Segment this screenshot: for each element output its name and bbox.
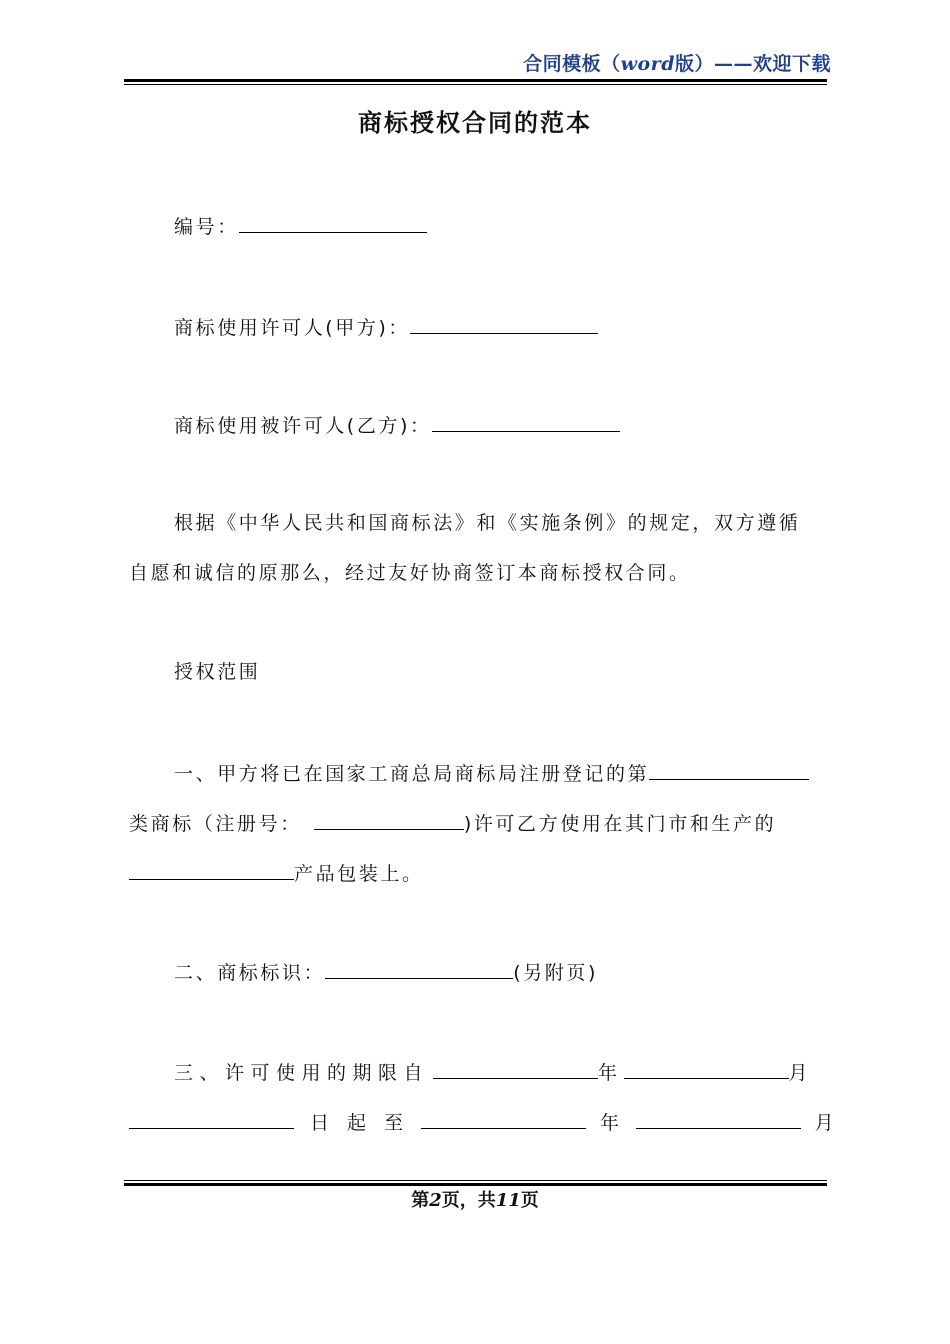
- clause1-text-2a: 类商标（注册号：: [129, 813, 302, 835]
- start-day-blank[interactable]: [129, 1108, 294, 1129]
- clause1-text-2b: )许可乙方使用在其门市和生产的: [463, 813, 777, 835]
- clause3-month-2: 月: [814, 1112, 837, 1134]
- number-field: [174, 212, 427, 239]
- clause1-line-2: [129, 809, 776, 836]
- start-year-blank[interactable]: [433, 1058, 598, 1079]
- clause3-year-2: 年: [600, 1112, 622, 1134]
- licensor-label: 商标使用许可人(甲方)：: [174, 317, 411, 339]
- clause2-suffix: (另附页): [513, 962, 599, 984]
- start-month-blank[interactable]: [624, 1058, 789, 1079]
- product-blank[interactable]: [129, 859, 294, 880]
- class-number-blank[interactable]: [649, 759, 809, 780]
- header-word: word: [620, 53, 675, 75]
- licensee-blank[interactable]: [432, 411, 620, 432]
- clause1-line-1: [174, 759, 809, 786]
- clause2-line: [174, 958, 598, 985]
- trademark-mark-blank[interactable]: [325, 958, 513, 979]
- clause3-month-1: 月: [788, 1062, 815, 1084]
- licensor-field: [174, 313, 598, 340]
- clause2-label: 二、商标标识：: [174, 962, 326, 984]
- licensee-field: [174, 411, 620, 438]
- header-prefix: 合同模板（: [523, 53, 621, 75]
- clause3-line-1: [174, 1058, 814, 1085]
- intro-line-2: 自愿和诚信的原那么，经过友好协商签订本商标授权合同。: [129, 562, 691, 584]
- header-rule-thick: [124, 79, 827, 82]
- document-title: 商标授权合同的范本: [358, 108, 592, 137]
- end-year-blank[interactable]: [421, 1108, 586, 1129]
- number-label: 编号：: [174, 216, 239, 238]
- clause3-year-1: 年: [598, 1062, 624, 1084]
- header-rule-thin: [124, 84, 827, 85]
- number-blank[interactable]: [239, 212, 427, 233]
- current-page: 2: [429, 1190, 442, 1211]
- licensee-label: 商标使用被许可人(乙方)：: [174, 415, 432, 437]
- header-banner: [523, 49, 831, 76]
- header-suffix: 版）——欢迎下载: [674, 53, 831, 75]
- intro-line-1: 根据《中华人民共和国商标法》和《实施条例》的规定，双方遵循: [174, 512, 801, 534]
- licensor-blank[interactable]: [410, 313, 598, 334]
- clause1-line-3: [129, 859, 424, 886]
- clause3-text-1: 三、许可使用的期限自: [174, 1062, 430, 1084]
- footer-middle: 页，共: [441, 1190, 496, 1211]
- footer-prefix: 第: [411, 1190, 430, 1211]
- clause1-text-1: 一、甲方将已在国家工商总局商标局注册登记的第: [174, 763, 650, 785]
- clause1-text-3: 产品包装上。: [294, 863, 424, 885]
- footer-rule-thin: [124, 1180, 827, 1181]
- total-pages: 11: [495, 1190, 521, 1211]
- page-footer: [0, 1186, 950, 1212]
- registration-number-blank[interactable]: [314, 809, 464, 830]
- clause3-line-2: [129, 1108, 836, 1135]
- clause3-day-from: 日起至: [310, 1112, 422, 1134]
- section-heading: 授权范围: [174, 661, 261, 683]
- footer-suffix: 页: [520, 1190, 539, 1211]
- end-month-blank[interactable]: [636, 1108, 801, 1129]
